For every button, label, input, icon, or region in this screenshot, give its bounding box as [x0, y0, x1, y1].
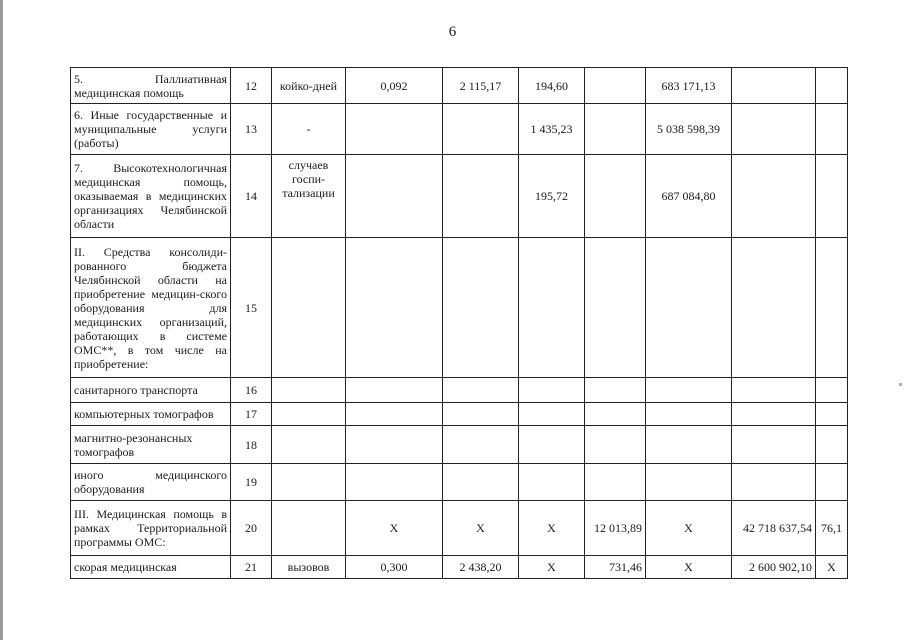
value-cell: X: [519, 501, 585, 556]
unit-cell: [272, 238, 346, 378]
value-cell: [443, 426, 519, 464]
row-number: 13: [231, 104, 272, 155]
value-cell: X: [646, 501, 732, 556]
unit-cell: [272, 464, 346, 501]
value-cell: [519, 238, 585, 378]
value-cell: [443, 464, 519, 501]
table-row: [71, 464, 848, 501]
value-cell: 1 435,23: [519, 104, 585, 155]
value-cell: [585, 426, 646, 464]
financing-table: [70, 67, 848, 579]
scan-mark: [899, 383, 902, 386]
value-cell: [519, 426, 585, 464]
value-cell: 42 718 637,54: [732, 501, 816, 556]
row-name: санитарного транспорта: [71, 378, 231, 403]
value-cell: X: [519, 556, 585, 579]
value-cell: [732, 68, 816, 104]
row-name: II. Средства консолиди-рованного бюджета Челябинской области на приобретение медицин-ского оборудования для медицинских организаций, работающих в системе ОМС**, в том числе на приобретение:: [71, 238, 231, 378]
row-number: 18: [231, 426, 272, 464]
page-number: 6: [448, 24, 457, 40]
value-cell: [816, 104, 848, 155]
value-cell: [519, 378, 585, 403]
value-cell: [816, 155, 848, 238]
row-number: 15: [231, 238, 272, 378]
value-cell: 0,300: [346, 556, 443, 579]
table-row: [71, 403, 848, 426]
value-cell: [346, 403, 443, 426]
row-number: 21: [231, 556, 272, 579]
value-cell: [816, 464, 848, 501]
value-cell: [816, 238, 848, 378]
unit-cell: -: [272, 104, 346, 155]
row-number: 20: [231, 501, 272, 556]
value-cell: 683 171,13: [646, 68, 732, 104]
value-cell: [816, 378, 848, 403]
value-cell: [519, 464, 585, 501]
value-cell: 194,60: [519, 68, 585, 104]
table-row: [71, 238, 848, 378]
value-cell: [443, 238, 519, 378]
unit-cell: койко-дней: [272, 68, 346, 104]
table-row: [71, 104, 848, 155]
table-row: [71, 501, 848, 556]
value-cell: [585, 464, 646, 501]
row-number: 16: [231, 378, 272, 403]
value-cell: X: [646, 556, 732, 579]
value-cell: [646, 238, 732, 378]
row-number: 19: [231, 464, 272, 501]
row-number: 17: [231, 403, 272, 426]
table-row: [71, 68, 848, 104]
unit-cell: вызовов: [272, 556, 346, 579]
value-cell: 76,1: [816, 501, 848, 556]
value-cell: [816, 403, 848, 426]
unit-cell: [272, 403, 346, 426]
value-cell: [346, 238, 443, 378]
value-cell: 5 038 598,39: [646, 104, 732, 155]
value-cell: [732, 104, 816, 155]
table-row: [71, 556, 848, 579]
value-cell: [646, 464, 732, 501]
value-cell: 12 013,89: [585, 501, 646, 556]
row-name: 7. Высокотехнологичная медицинская помощь, оказываемая в медицинских организациях Челябинской области: [71, 155, 231, 238]
value-cell: [519, 403, 585, 426]
value-cell: [585, 238, 646, 378]
row-name: скорая медицинская: [71, 556, 231, 579]
value-cell: 2 600 902,10: [732, 556, 816, 579]
value-cell: [346, 155, 443, 238]
unit-cell: случаев госпи-тализации: [272, 155, 346, 238]
table-row: [71, 155, 848, 238]
value-cell: [646, 426, 732, 464]
value-cell: 195,72: [519, 155, 585, 238]
row-number: 12: [231, 68, 272, 104]
unit-cell: [272, 378, 346, 403]
value-cell: [346, 378, 443, 403]
value-cell: [585, 155, 646, 238]
value-cell: [646, 403, 732, 426]
value-cell: X: [346, 501, 443, 556]
value-cell: X: [816, 556, 848, 579]
row-name: компьютерных томографов: [71, 403, 231, 426]
value-cell: [346, 426, 443, 464]
table-row: [71, 378, 848, 403]
unit-cell: [272, 426, 346, 464]
value-cell: 2 115,17: [443, 68, 519, 104]
row-name: 5. Паллиативная медицинская помощь: [71, 68, 231, 104]
value-cell: [585, 378, 646, 403]
value-cell: [585, 403, 646, 426]
value-cell: 0,092: [346, 68, 443, 104]
value-cell: 687 084,80: [646, 155, 732, 238]
unit-cell: [272, 501, 346, 556]
value-cell: [443, 378, 519, 403]
value-cell: [732, 378, 816, 403]
table-row: [71, 426, 848, 464]
row-name: иного медицинского оборудования: [71, 464, 231, 501]
value-cell: [443, 403, 519, 426]
value-cell: [646, 378, 732, 403]
value-cell: [346, 104, 443, 155]
value-cell: [732, 238, 816, 378]
row-name: магнитно-резонансных томографов: [71, 426, 231, 464]
value-cell: X: [443, 501, 519, 556]
value-cell: [732, 403, 816, 426]
value-cell: [732, 464, 816, 501]
value-cell: [732, 426, 816, 464]
value-cell: [585, 104, 646, 155]
row-name: III. Медицинская помощь в рамках Территориальной программы ОМС:: [71, 501, 231, 556]
value-cell: 2 438,20: [443, 556, 519, 579]
value-cell: [443, 155, 519, 238]
value-cell: [732, 155, 816, 238]
scan-edge: [0, 0, 3, 640]
value-cell: [443, 104, 519, 155]
value-cell: [346, 464, 443, 501]
value-cell: 731,46: [585, 556, 646, 579]
row-number: 14: [231, 155, 272, 238]
value-cell: [585, 68, 646, 104]
value-cell: [816, 68, 848, 104]
value-cell: [816, 426, 848, 464]
row-name: 6. Иные государственные и муниципальные услуги (работы): [71, 104, 231, 155]
